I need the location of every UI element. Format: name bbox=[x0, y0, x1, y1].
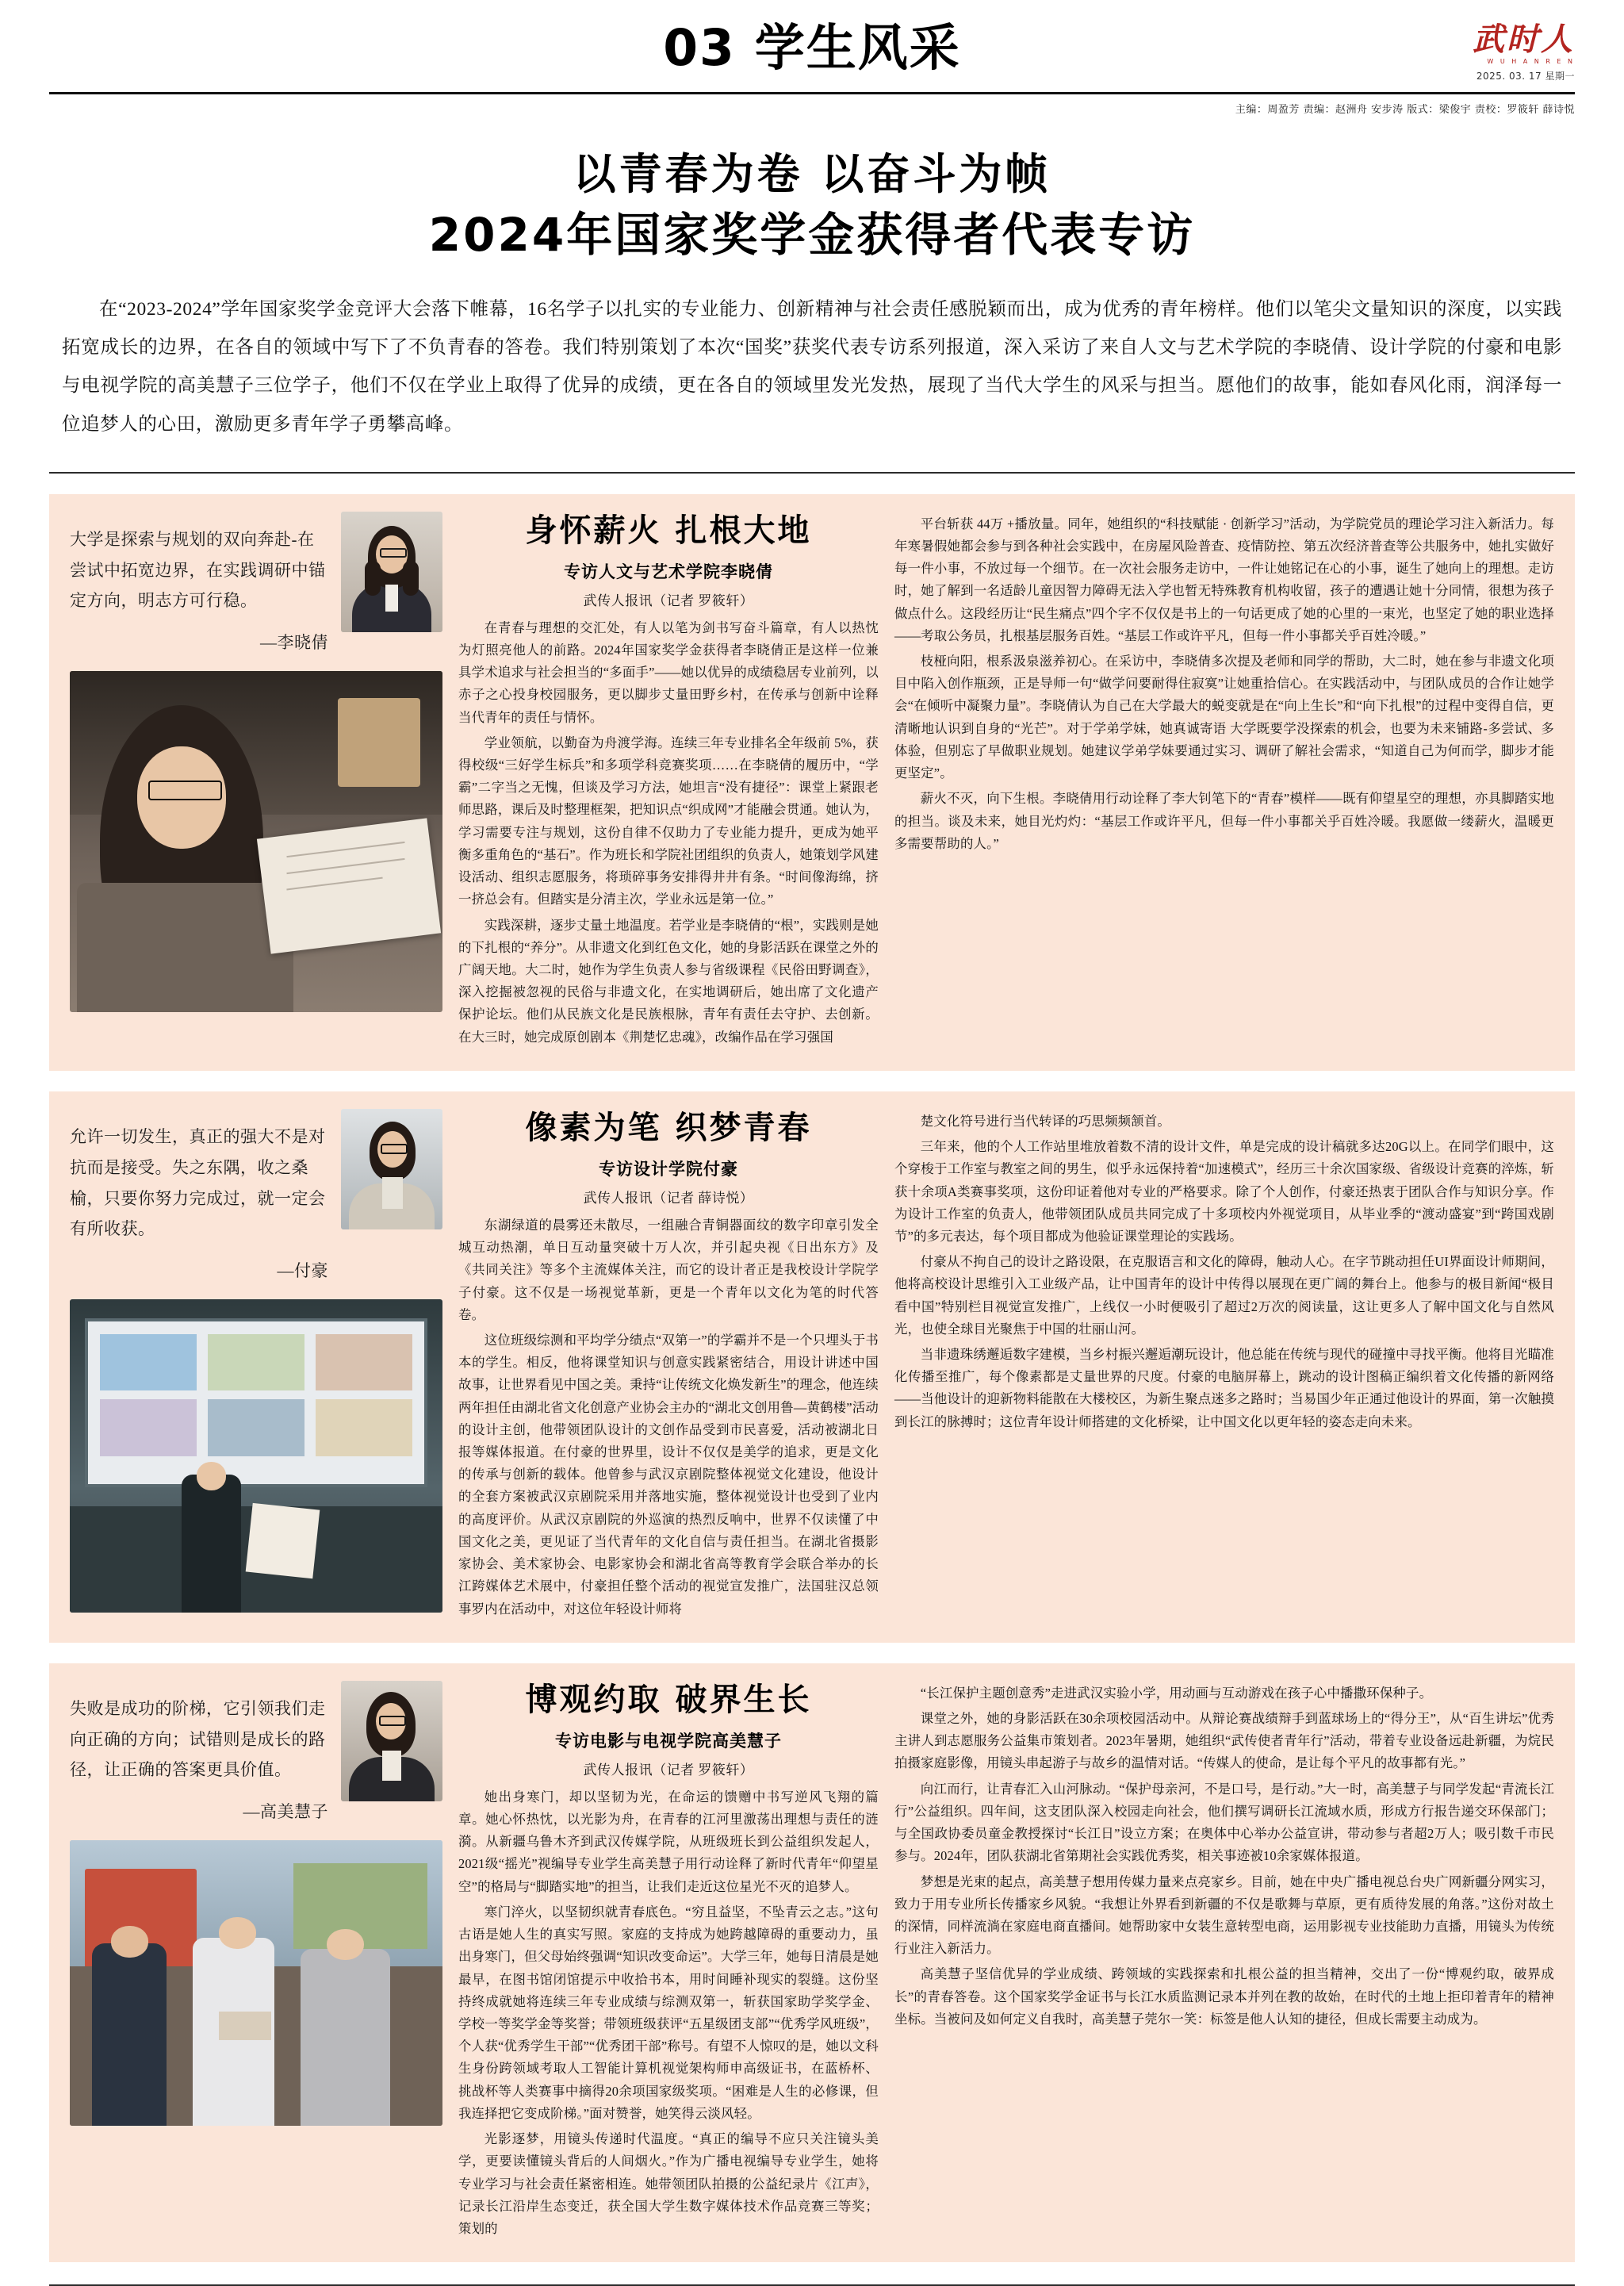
article-left-column bbox=[70, 1681, 442, 2243]
pull-quote bbox=[70, 1109, 328, 1287]
paragraph: 这位班级综测和平均学分绩点“双第一”的学霸并不是一个只埋头于书本的学生。相反，他将课堂知识与创意实践紧密结合，用设计讲述中国故事，让世界看见中国之美。秉持“让传统文化焕发新生”的理念，他连续两年担任由湖北省文化创意产业协会主办的“湖北文创用鲁—黄鹤楼”活动的设计主创，他带领团队设计的文创作品受到市民喜爱，活动被湖北日报等媒体报道。在付豪的世界里，设计不仅仅是美学的追求，更是文化的传承与创新的载体。他曾参与武汉京剧院整体视觉文化建设，他设计的全套方案被武汉京剧院采用并落地实施，整体视觉设计也受到了业内的高度评价。从武汉京剧院的外巡演的热烈反响中，世界不仅读懂了中国文化之美，更见证了当代青年的文化自信与责任担当。在湖北省摄影家协会、美术家协会、电影家协会和湖北省高等教育学会联合举办的长江跨媒体艺术展中，付豪担任整个活动的视觉宣发推广，法国驻汉总领事罗内在活动中，对这位年轻设计师将 bbox=[458, 1332, 879, 1617]
pull-quote-row bbox=[70, 1681, 442, 1828]
article-right-column bbox=[894, 512, 1554, 1052]
article-title: 像素为笔 织梦青春 bbox=[525, 1109, 812, 1146]
article-byline: 武传人报讯（记者 薛诗悦） bbox=[583, 1190, 754, 1206]
article-middle-column bbox=[458, 1109, 879, 1624]
portrait-gao-meihuizi bbox=[341, 1681, 442, 1801]
pull-quote-attribution: —付豪 bbox=[277, 1261, 328, 1281]
paragraph: 光影逐梦，用镜头传递时代温度。“真正的编导不应只关注镜头美学，更要读懂镜头背后的人间烟火。”作为广播电视编导专业学生，她将专业学习与社会责任紧密相连。她带领团队拍摄的公益纪录片《江声》，记录长江沿岸生态变迁，获全国大学生数字媒体技术作品竞赛三等奖；策划的 bbox=[458, 2131, 879, 2236]
masthead-left-spacer bbox=[49, 22, 525, 86]
paragraph: 枝桠向阳，根系汲泉滋养初心。在采访中，李晓倩多次提及老师和同学的帮助，大二时，她在参与非遗文化项目中陷入创作瓶颈，正是导师一句“做学问要耐得住寂寞”让她重拾信心。在实践活动中，与团队成员的合作让她学会“在倾听中凝聚力量”。李晓倩认为自己在大学最大的蜕变就是在“向上生长”和“向下扎根”的过程中变得自信，更清晰地认识到自身的“光芒”。对于学弟学妹，她真诚寄语 大学既要学没探索的机会，也要为未来铺路-多尝试、多体验，但别忘了早做职业规划。她建议学弟学妹要通过实习、调研了解社会需求，“知道自己为何而学，脚步才能更坚定”。 bbox=[894, 654, 1554, 781]
logo-text: 武时人 bbox=[1473, 21, 1575, 58]
article-right-column bbox=[894, 1681, 1554, 2243]
masthead-right bbox=[1473, 21, 1575, 86]
article-left-column bbox=[70, 512, 442, 1052]
article-block bbox=[49, 494, 1575, 1071]
paragraph: 课堂之外，她的身影活跃在30余项校园活动中。从辩论赛战绩辩手到蓝球场上的“得分王”，从“百生讲坛”优秀主讲人到志愿服务公益集市策划者。2023年暑期，她组织“武传使者青年行”活动，带着专业设备远赴新疆，为烷民拍摄家庭影像，用镜头串起游子与故乡的温情对话。“传媒人的使命，是让每个平凡的故事都有光。” bbox=[894, 1711, 1554, 1771]
article-body-right bbox=[894, 1682, 1554, 2031]
logo-subtext: W U H A N R E N bbox=[1487, 58, 1575, 65]
article-subtitle: 专访人文与艺术学院李晓倩 bbox=[564, 562, 773, 581]
article-block bbox=[49, 1663, 1575, 2262]
paragraph: 寒门淬火，以坚韧织就青春底色。“穷且益坚，不坠青云之志。”这句古语是她人生的真实写照。家庭的支持成为她跨越障碍的重要动力，虽出身寒门，但父母始终强调“知识改变命运”。大学三年，她每日清晨是她最早，在图书馆闭馆提示中收拾书本，用时间睡补现实的裂缝。这份坚持终成就她将连续三年专业成绩与综测双第一，斩获国家助学奖学金、学校一等奖学金等奖誉；带领班级获评“五星级团支部”“优秀学风班级”，个人获“优秀学生干部”“优秀团干部”称号。有望不人惊叹的是，她以文科生身份跨领域考取人工智能计算机视觉架构师申高级证书，在蓝桥杯、挑战杯等人类赛事中摘得20余项国家级奖项。“困难是人生的必修课，但我连择把它变成阶梯。”面对赞誉，她笑得云淡风轻。 bbox=[458, 1904, 879, 2121]
headline-block bbox=[49, 116, 1575, 263]
article-title: 博观约取 破界生长 bbox=[525, 1681, 812, 1718]
paragraph: “长江保护主题创意秀”走进武汉实验小学，用动画与互动游戏在孩子心中播撒环保种子。 bbox=[920, 1685, 1433, 1701]
paragraph: 三年来，他的个人工作站里堆放着数不清的设计文件，单是完成的设计稿就多达20G以上。在同学们眼中，这个穿梭于工作室与教室之间的男生，似乎永远保持着“加速模式”，经历三十余次国家级、省级设计竞赛的淬炼，斩获十余项A类赛事奖项，这份印证着他对专业的严格要求。除了个人创作，付豪还热衷于团队合作与知识分享。作为设计工作室的负责人，他带领团队成员共同完成了十多项校内外视觉项目，从毕业季的“渡动盛宴”到“跨国戏剧节”的多元表达，每个项目都成为他验证课堂理论的实践场。 bbox=[894, 1139, 1554, 1244]
article-body-middle bbox=[458, 1214, 879, 1621]
pull-quote bbox=[70, 1681, 328, 1828]
article-byline: 武传人报讯（记者 罗筱轩） bbox=[583, 593, 754, 608]
article-left-column bbox=[70, 1109, 442, 1624]
pull-quote-row bbox=[70, 512, 442, 658]
publication-date: 2025. 03. 17 星期一 bbox=[1476, 71, 1575, 82]
headline-line-2: 2024年国家奖学金获得者代表专访 bbox=[428, 207, 1196, 262]
article-body-middle bbox=[458, 1786, 879, 2240]
article-body-right bbox=[894, 1110, 1554, 1433]
article-middle-column bbox=[458, 1681, 879, 2243]
paragraph: 薪火不灭，向下生根。李晓倩用行动诠释了李大钊笔下的“青春”模样——既有仰望星空的理想，亦具脚踏实地的担当。谈及未来，她目光灼灼：“基层工作或许平凡，但每一件小事都关乎百姓冷暖。我愿做一缕薪火，温暖更多需要帮助的人。” bbox=[894, 791, 1554, 851]
headline-line-1: 以青春为卷 以奋斗为帧 bbox=[573, 149, 1051, 199]
photo-gao-meihuizi-fieldwork bbox=[70, 1840, 442, 2126]
photo-fu-hao-studio bbox=[70, 1299, 442, 1613]
paragraph: 高美慧子坚信优异的学业成绩、跨领域的实践探索和扎根公益的担当精神，交出了一份“博观约取，破界成长”的青春答卷。这个国家奖学金证书与长江水质监测记录本并列在教的故始，在时代的土地上拒印着青年的精神坐标。当被问及如何定义自我时，高美慧子莞尔一笑：标签是他人认知的捷径，但成长需要主动成为。 bbox=[894, 1966, 1554, 2027]
paragraph: 她出身寒门，却以坚韧为光，在命运的馈赠中书写逆风飞翔的篇章。她心怀热忱，以光影为舟，在青春的江河里激荡出理想与责任的涟漪。从新疆乌鲁木齐到武汉传媒学院，从班级班长到公益组织发起人，2021级“摇光”视编导专业学生高美慧子用行动诠释了新时代青年“仰望星空”的格局与“脚踏实地”的担当，让我们走近这位星光不灭的追梦人。 bbox=[458, 1789, 879, 1894]
article-subtitle: 专访设计学院付豪 bbox=[599, 1159, 738, 1179]
article-byline: 武传人报讯（记者 罗筱轩） bbox=[583, 1762, 754, 1778]
paragraph: 东湖绿道的晨雾还未散尽，一组融合青铜器面纹的数字印章引发全城互动热潮，单日互动量突破十万人次，并引起央视《日出东方》及《共同关注》等多个主流媒体关注，而它的设计者正是我校设计学院学子付豪。这不仅是一场视觉革新，更是一个青年以文化为笔的时代答卷。 bbox=[458, 1217, 879, 1322]
paragraph: 实践深耕，逐步丈量土地温度。若学业是李晓倩的“根”，实践则是她的下扎根的“养分”。从非遗文化到红色文化，她的身影活跃在课堂之外的广阔天地。大二时，她作为学生负责人参与省级课程《民俗田野调查》，深入挖掘被忽视的民俗与非遗文化，在实地调研后，她出席了文化遗产保护论坛。他们从民族文化是民族根脉，青年有责任去守护、去创新。在大三时，她完成原创剧本《荆楚忆忠魂》，改编作品在学习强国 bbox=[458, 917, 879, 1045]
page-title: 03 学生风采 bbox=[663, 18, 961, 77]
article-subtitle: 专访电影与电视学院高美慧子 bbox=[555, 1731, 782, 1751]
paragraph: 在青春与理想的交汇处，有人以笔为剑书写奋斗篇章，有人以热忱为灯照亮他人的前路。2024年国家奖学金获得者李晓倩正是这样一位兼具学术追求与社会担当的“多面手”——她以优异的成绩稳居专业前列，以赤子之心投身校园服务，更以脚步丈量田野乡村，在传承与创新中诠释当代青年的责任与情怀。 bbox=[458, 619, 879, 725]
staff-credits: 主编：周盈芳 责编：赵洲舟 安步涛 版式：梁俊宇 责校：罗筱轩 薛诗悦 bbox=[1235, 104, 1575, 116]
pull-quote-row bbox=[70, 1109, 442, 1287]
pull-quote bbox=[70, 512, 328, 658]
paragraph: 梦想是光束的起点，高美慧子想用传媒力量来点亮家乡。目前，她在中央广播电视总台央广网新疆分网实习，致力于用专业所长传播家乡风貌。“我想让外界看到新疆的不仅是歌舞与草原，更有质待发展的角落。”这份对故土的深情，同样流淌在家庭电商直播间。她帮助家中女装生意转型电商，运用影视专业技能助力直播，用镜头为传统行业注入新活力。 bbox=[894, 1874, 1554, 1957]
article-body-right bbox=[894, 513, 1554, 855]
pull-quote-attribution: —高美慧子 bbox=[243, 1802, 328, 1822]
article-title: 身怀薪火 扎根大地 bbox=[525, 512, 812, 549]
pull-quote-text: 失败是成功的阶梯，它引领我们走向正确的方向；试错则是成长的路径，让正确的答案更具价值。 bbox=[70, 1698, 326, 1780]
pull-quote-text: 大学是探索与规划的双向奔赴-在尝试中拓宽边界，在实践调研中锚定方向，明志方可行稳。 bbox=[70, 529, 326, 611]
portrait-li-xiaoqian bbox=[341, 512, 442, 632]
pull-quote-attribution: —李晓倩 bbox=[260, 633, 328, 653]
paragraph: 向江而行，让青春汇入山河脉动。“保护母亲河，不是口号，是行动。”大一时，高美慧子与同学发起“青流长江行”公益组织。四年间，这支团队深入校园走向社会，他们撰写调研长江流域水质，形成方行报告递交环保部门；与全国政协委员童金教授探讨“长江日”设立方案；在奥体中心举办公益宣讲，带动参与者超2万人；吸引数千市民参与。2024年，团队获湖北省第期社会实践优秀奖，相关事迹被10余家媒体报道。 bbox=[894, 1781, 1554, 1864]
pull-quote-text: 允许一切发生，真正的强大不是对抗而是接受。失之东隅，收之桑榆，只要你努力完成过，就一定会有所收获。 bbox=[70, 1126, 326, 1239]
masthead bbox=[49, 0, 1575, 94]
paragraph: 付豪从不拘自己的设计之路设限，在克服语言和文化的障碍，触动人心。在字节跳动担任UI界面设计师期间，他将高校设计思维引入工业级产品，让中国青年的设计中传得以展现在更广阔的舞台上。他参与的极目新闻“极目看中国”特别栏目视觉宣发推广，上线仅一小时便吸引了超过2万次的阅读量，这让更多人了解中国文化与自然风光，也使全球目光聚焦于中国的壮丽山河。 bbox=[894, 1254, 1554, 1337]
article-body-middle bbox=[458, 617, 879, 1049]
portrait-fu-hao bbox=[341, 1109, 442, 1229]
article-right-column bbox=[894, 1109, 1554, 1624]
article-middle-column bbox=[458, 512, 879, 1052]
paragraph: 楚文化符号进行当代转译的巧思频频颔首。 bbox=[920, 1113, 1171, 1129]
photo-li-xiaoqian-reading bbox=[70, 671, 442, 1012]
paragraph: 学业领航，以勤奋为舟渡学海。连续三年专业排名全年级前 5%，获得校级“三好学生标兵”和多项学科竞赛奖项……在李晓倩的履历中，“学霸”二字当之无愧，但谈及学习方法，她坦言“没有捷径”：课堂上紧跟老师思路，课后及时整理框架，把知识点“织成网”才能融会贯通。她认为，学习需要专注与规划，这份自律不仅助力了专业能力提升，更成为她平衡多重角色的“基石”。作为班长和学院社团组织的负责人，她策划学风建设活动、组织志愿服务，将琐碎事务安排得井井有条。“时间像海绵，挤一挤总会有。但踏实是分清主次，学业永远是第一位。” bbox=[458, 735, 879, 907]
publication-logo bbox=[1473, 21, 1575, 65]
article-block bbox=[49, 1091, 1575, 1643]
lead-paragraph: 在“2023-2024”学年国家奖学金竞评大会落下帷幕，16名学子以扎实的专业能力、创新精神与社会责任感脱颖而出，成为优秀的青年榜样。他们以笔尖文量知识的深度，以实践拓宽成长的边界，在各自的领域中写下了不负青春的答卷。我们特别策划了本次“国奖”获奖代表专访系列报道，深入采访了来自人文与艺术学院的李晓倩、设计学院的付豪和电影与电视学院的高美慧子三位学子，他们不仅在学业上取得了优异的成绩，更在各自的领域里发光发热，展现了当代大学生的风采与担当。愿他们的故事，能如春风化雨，润泽每一位追梦人的心田，激励更多青年学子勇攀高峰。 bbox=[62, 299, 1562, 435]
section-divider-top bbox=[49, 472, 1575, 474]
paragraph: 平台斩获 44万 +播放量。同年，她组织的“科技赋能 · 创新学习”活动，为学院党员的理论学习注入新活力。每年寒暑假她都会参与到各种社会实践中，在房屋风险普查、疫情防控、第五次经济普查等公共服务中，她扎实做好每一件小事，不放过每一个细节。在一次社会服务走访中，一件让她铭记在心的小事，诞生了她向上的理想。走访时，她了解到一名适龄儿童因智力障碍无法入学也暂无特殊教育机构收留，孩子的遭遇让她十分同情，很想为孩子做点什么。这段经历让“民生痛点”四个字不仅仅是书上的一句话更成了她的心里的一束光，也坚定了她的职业选择——考取公务员，扎根基层服务百姓。“基层工作或许平凡，但每一件小事都关乎百姓冷暖。” bbox=[894, 516, 1554, 643]
paragraph: 当非遗珠绣邂逅数字建模，当乡村振兴邂逅潮玩设计，他总能在传统与现代的碰撞中寻找平衡。他将目光瞄准化传播至推广，每个像素都是丈量世界的尺度。付豪的电脑屏幕上，跳动的设计图稿正编织着文化传播的新网络——当他设计的迎新物料能散在大楼校区，为新生聚点迷多之路时；当易国少年正通过他设计的界面，第一次触摸到长江的脉搏时；这位青年设计师搭建的文化桥梁，让中国文化以更年轻的姿态走向未来。 bbox=[894, 1347, 1554, 1429]
